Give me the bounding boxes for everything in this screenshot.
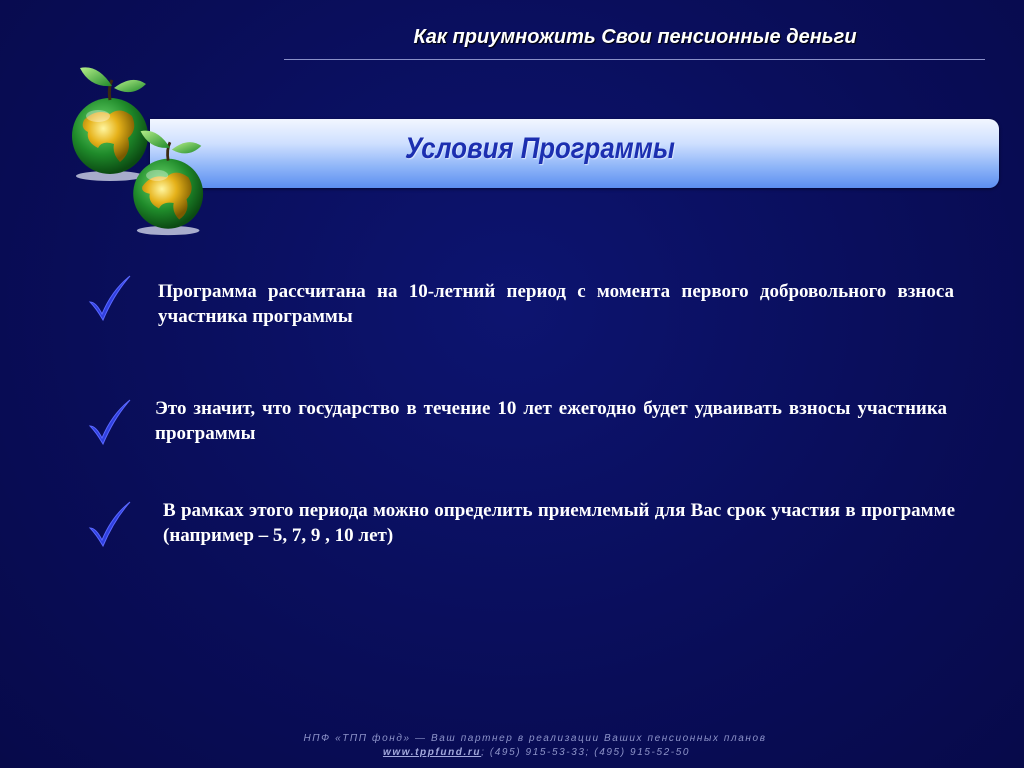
header-divider [284, 59, 985, 60]
header-title: Как приумножить Свои пенсионные деньги [413, 26, 857, 48]
globe-apple-icon [124, 122, 216, 237]
list-item: В рамках этого периода можно определить приемлемый для Вас срок участия в программе (например – 5, 7, 9 , 10 лет) [163, 500, 955, 546]
checkmark-icon [84, 272, 136, 324]
checkmark-icon [84, 498, 136, 550]
footer-tagline: НПФ «ТПП фонд» — Ваш партнер в реализации Ваших пенсионных планов [303, 733, 767, 744]
footer-phones: ; (495) 915-53-33; (495) 915-52-50 [481, 747, 691, 758]
footer-contacts [0, 747, 1024, 758]
checkmark-icon [84, 396, 136, 448]
list-item: Программа рассчитана на 10-летний период с момента первого добровольного взноса участника программы [158, 281, 954, 327]
website-link[interactable]: www.tppfund.ru [382, 747, 482, 758]
section-title: Условия Программы [405, 132, 675, 165]
list-item: Это значит, что государство в течение 10 лет ежегодно будет удваивать взносы участника программы [155, 398, 947, 444]
